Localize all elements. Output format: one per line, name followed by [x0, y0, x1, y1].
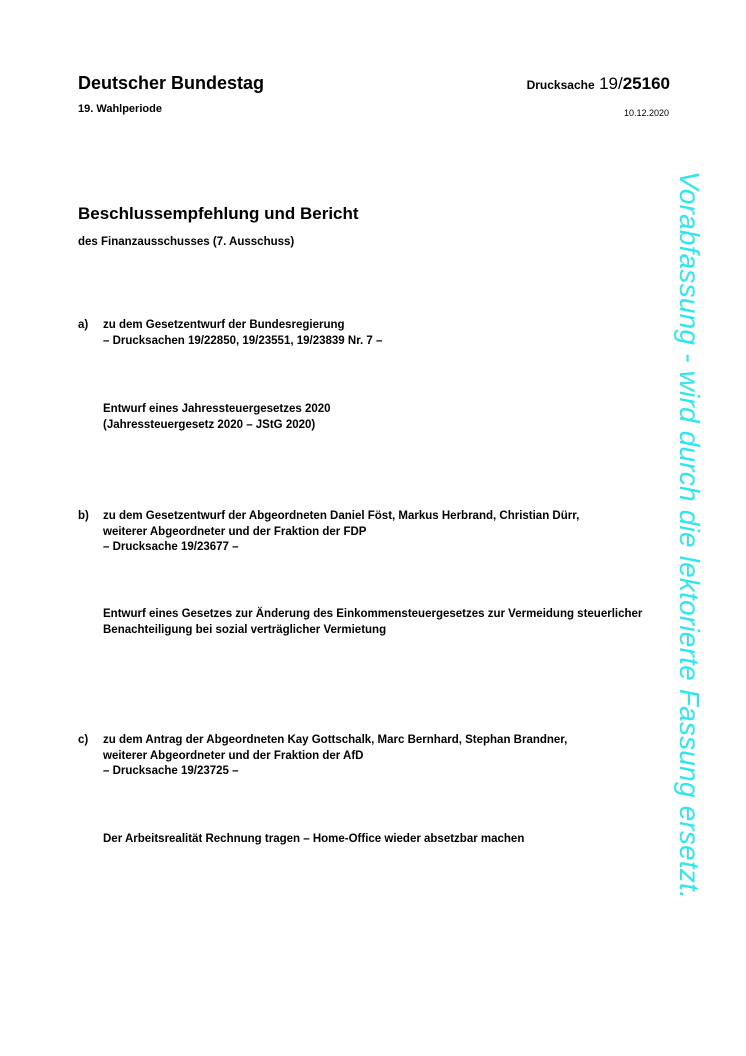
item-drucksache: – Drucksachen 19/22850, 19/23551, 19/23839 Nr. 7 –	[103, 334, 383, 347]
item-drucksache: – Drucksache 19/23677 –	[103, 541, 239, 553]
document-date: 10.12.2020	[623, 108, 669, 118]
document-subtitle: des Finanzausschusses (7. Ausschuss)	[78, 236, 295, 248]
item-marker: a)	[78, 319, 89, 331]
item-drucksache: – Drucksache 19/23725 –	[103, 765, 239, 777]
item-marker: c)	[78, 734, 89, 746]
item-reference: zu dem Antrag der Abgeordneten Kay Gottschalk, Marc Bernhard, Stephan Brandner, weiterer Abgeordneter und der Fraktion der AfD	[103, 734, 568, 762]
item-c	[78, 733, 658, 780]
electoral-period: 19. Wahlperiode	[78, 103, 162, 115]
item-b	[78, 509, 658, 556]
item-reference: zu dem Gesetzentwurf der Bundesregierung	[103, 319, 345, 331]
document-number-block	[527, 74, 670, 94]
document-prefix: 19/	[599, 74, 623, 93]
document-label: Drucksache	[526, 78, 595, 92]
document-number: 25160	[622, 74, 670, 93]
item-marker: b)	[78, 510, 89, 522]
item-b-description: Entwurf eines Gesetzes zur Änderung des Einkommensteuergesetzes zur Vermeidung steuerlicher Benachteiligung bei sozial verträglicher Vermietung	[103, 608, 643, 636]
item-c-description: Der Arbeitsrealität Rechnung tragen – Home-Office wieder absetzbar machen	[103, 833, 525, 845]
draft-watermark: Vorabfassung - wird durch die lektorierte Fassung ersetzt.	[674, 171, 705, 900]
item-reference: zu dem Gesetzentwurf der Abgeordneten Daniel Föst, Markus Herbrand, Christian Dürr, weiterer Abgeordneter und der Fraktion der FDP	[103, 510, 580, 538]
item-a-description: Entwurf eines Jahressteuergesetzes 2020 (Jahressteuergesetz 2020 – JStG 2020)	[103, 403, 331, 431]
document-title: Beschlussempfehlung und Bericht	[78, 204, 359, 223]
item-a	[78, 318, 658, 349]
institution-name: Deutscher Bundestag	[78, 73, 265, 93]
